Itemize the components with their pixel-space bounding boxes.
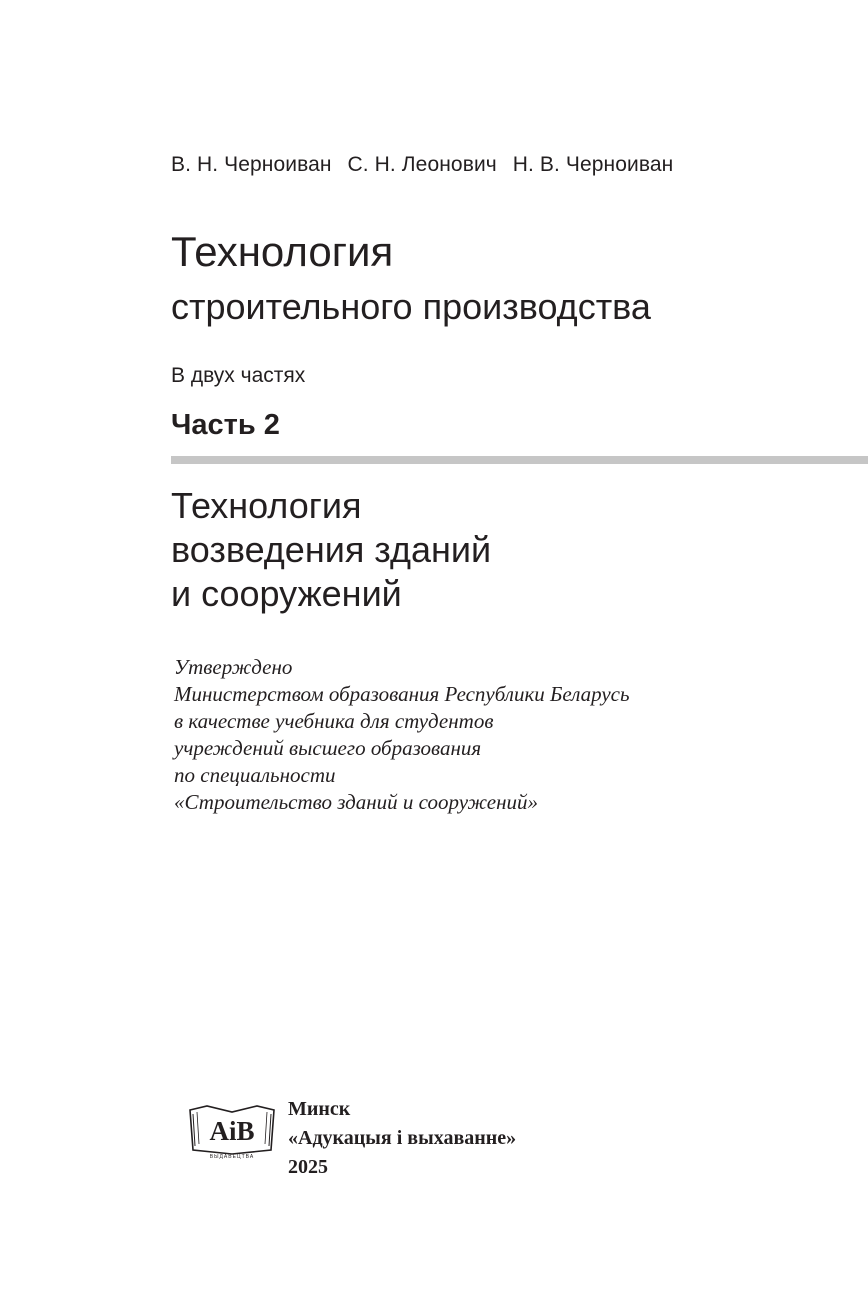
approval-line: по специальности: [174, 763, 336, 787]
part-title-line: и сооружений: [171, 573, 402, 614]
approval-line: «Строительство зданий и сооружений»: [174, 790, 538, 814]
approval-statement: [174, 654, 630, 816]
approval-line: в качестве учебника для студентов: [174, 709, 494, 733]
publisher-logo: [187, 1102, 277, 1160]
authors-line: [171, 153, 683, 177]
imprint-year: 2025: [288, 1156, 328, 1178]
author-name: Н. В. Черноиван: [512, 153, 674, 176]
author-name: С. Н. Леонович: [347, 153, 497, 176]
approval-line: Министерством образования Республики Беларусь: [174, 682, 630, 706]
book-title: Технология: [171, 228, 394, 275]
part-title-line: Технология: [171, 485, 362, 526]
part-title-line: возведения зданий: [171, 529, 492, 570]
part-label: Часть 2: [171, 409, 280, 441]
book-subtitle: строительного производства: [171, 286, 651, 327]
parts-note: В двух частях: [171, 364, 306, 387]
divider-rule: [171, 456, 868, 464]
imprint-publisher: «Адукацыя і выхаванне»: [288, 1127, 517, 1149]
author-name: В. Н. Черноиван: [171, 153, 332, 176]
approval-line: Утверждено: [174, 655, 293, 679]
imprint-city: Минск: [288, 1098, 351, 1120]
logo-letters: АiВ: [209, 1116, 255, 1146]
approval-line: учреждений высшего образования: [174, 736, 482, 760]
logo-small-text: ВЫДАВЕЦТВА: [209, 1154, 255, 1160]
part-title: [171, 484, 491, 616]
publisher-imprint: [288, 1095, 516, 1182]
